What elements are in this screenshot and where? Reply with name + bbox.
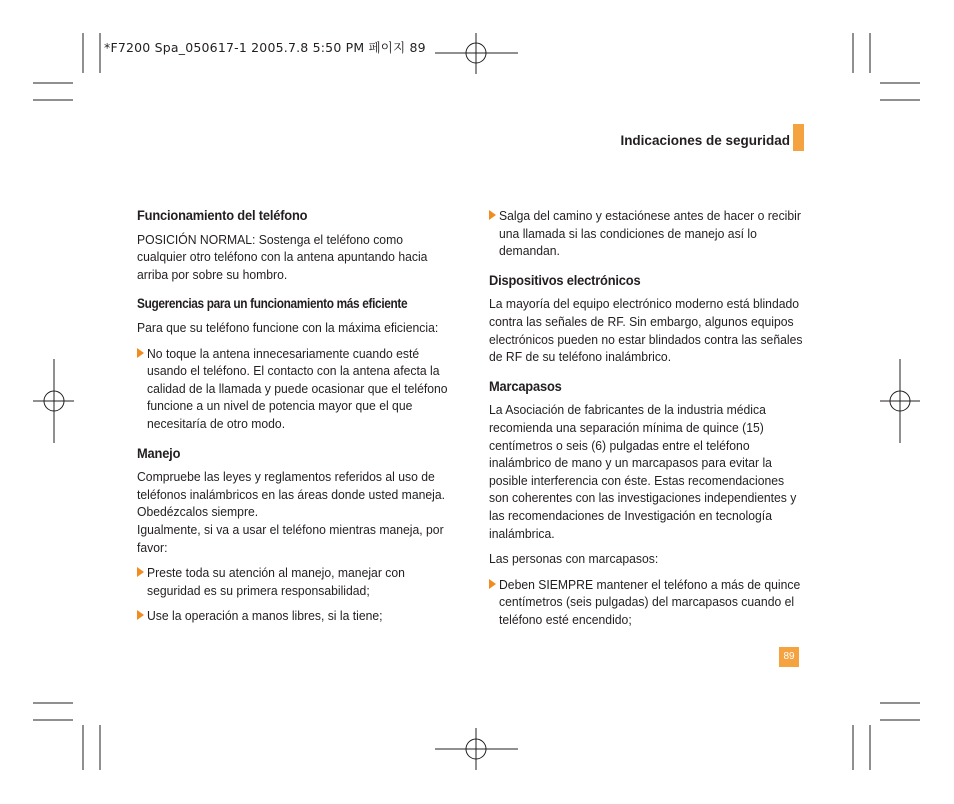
paragraph: La mayoría del equipo electrónico moderno está blindado contra las señales de RF. Sin embargo, algunos equipos electrónicos pueden no estar blindados contra las señales de RF de su teléfono inalámbrico. [489, 296, 803, 365]
bullet-text: Deben SIEMPRE mantener el teléfono a más de quince centímetros (seis pulgadas) del marcapasos cuando el teléfono esté encendido; [499, 576, 801, 627]
print-slug: *F7200 Spa_050617-1 2005.7.8 5:50 PM 페이지 89 [104, 40, 426, 55]
bullet-item [489, 576, 805, 629]
right-column [489, 207, 805, 636]
paragraph: Igualmente, si va a usar el teléfono mientras maneja, por favor: [137, 521, 444, 555]
bullet-arrow-icon [489, 579, 496, 589]
bullet-arrow-icon [137, 567, 144, 577]
page-number: 89 [779, 647, 799, 667]
left-column [137, 207, 453, 633]
bullet-arrow-icon [137, 348, 144, 358]
paragraph: La Asociación de fabricantes de la industria médica recomienda una separación mínima de quince (15) centímetros o seis (6) pulgadas entre el teléfono inalámbrico de mano y un marcapasos para evitar la posible interferencia con éste. Estas recomendaciones son coherentes con las investigaciones independientes y las recomendaciones de Investigación en tecnología inalámbrica. [489, 402, 797, 541]
paragraph: Las personas con marcapasos: [489, 551, 659, 567]
paragraph: Para que su teléfono funcione con la máxima eficiencia: [137, 319, 439, 335]
bullet-text: Salga del camino y estaciónese antes de hacer o recibir una llamada si las condiciones de manejo así lo demandan. [499, 208, 801, 259]
heading-sugerencias: Sugerencias para un funcionamiento más eficiente [137, 296, 408, 312]
bullet-text: Preste toda su atención al manejo, manejar con seguridad es su primera responsabilidad; [147, 565, 405, 598]
bullet-arrow-icon [489, 210, 496, 220]
bullet-arrow-icon [137, 610, 144, 620]
heading-marcapasos: Marcapasos [489, 377, 562, 394]
section-tab [793, 124, 804, 151]
heading-manejo: Manejo [137, 444, 181, 461]
heading-funcionamiento: Funcionamiento del teléfono [137, 207, 308, 223]
paragraph: Compruebe las leyes y reglamentos referidos al uso de teléfonos inalámbricos en las áreas donde usted maneja. Obedézcalos siempre. [137, 469, 446, 520]
bullet-item [489, 207, 805, 260]
heading-dispositivos: Dispositivos electrónicos [489, 271, 641, 288]
bullet-item [137, 564, 453, 599]
bullet-item [137, 607, 453, 625]
bullet-text: Use la operación a manos libres, si la tiene; [147, 608, 383, 624]
bullet-item [137, 345, 453, 433]
paragraph: POSICIÓN NORMAL: Sostenga el teléfono como cualquier otro teléfono con la antena apuntando hacia arriba por sobre su hombro. [137, 231, 428, 282]
section-header: Indicaciones de seguridad [620, 133, 790, 148]
bullet-text: No toque la antena innecesariamente cuando esté usando el teléfono. El contacto con la antena afecta la calidad de la llamada y puede ocasionar que el teléfono funcione a un nivel de potencia mayor que el que necesitaría de otro modo. [147, 345, 448, 431]
